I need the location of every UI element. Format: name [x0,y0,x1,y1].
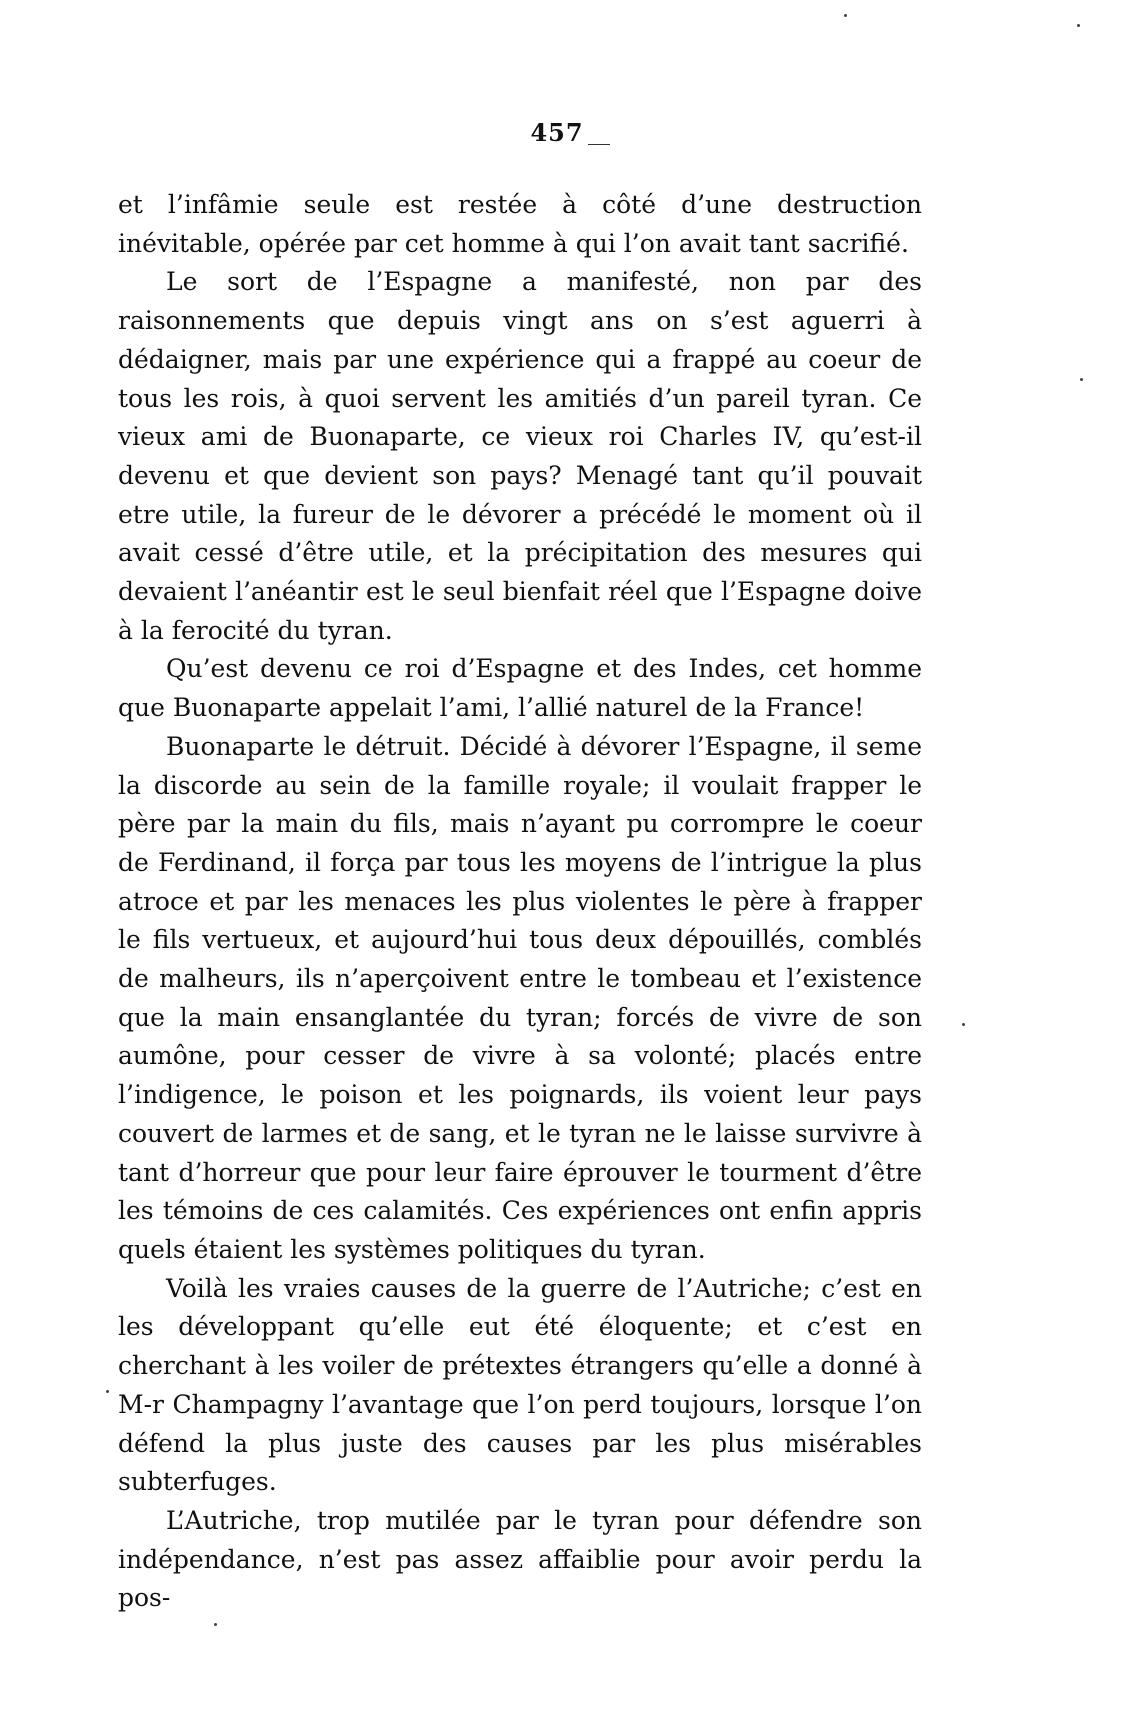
paragraph: Buonaparte le détruit. Décidé à dévorer l’Espagne, il seme la discorde au sein de la famille royale; il voulait frapper le père par la main du fils, mais n’ayant pu corrompre le coeur de Ferdinand, il força par tous les moyens de l’intrigue la plus atroce et par les menaces les plus violentes le père à frapper le fils vertueux, et aujourd’hui tous deux dépouillés, comblés de malheurs, ils n’aperçoivent entre le tombeau et l’existence que la main ensanglantée du tyran; forcés de vivre de son aumône, pour cesser de vivre à sa volonté; placés entre l’indigence, le poison et les poignards, ils voient leur pays couvert de larmes et de sang, et le tyran ne le laisse survivre à tant d’horreur que pour leur faire éprouver le tourment d’être les témoins de ces calamités. Ces expériences ont enfin appris quels étaient les systèmes politiques du tyran. [118,731,922,1264]
scan-speck [1080,378,1083,381]
scan-speck [1077,24,1080,27]
page-number-text: 457 [530,118,584,147]
page-number-rule [588,144,610,145]
body-text [118,186,922,1618]
paragraph: Voilà les vraies causes de la guerre de l’Autriche; c’est en les développant qu’elle eut été éloquente; et c’est en cherchant à les voiler de prétextes étrangers qu’elle a donné à M-r Champagny l’avantage que l’on perd toujours, lorsque l’on défend la plus juste des causes par les plus misérables subterfuges. [118,1273,922,1497]
scan-speck [962,1023,965,1026]
paragraph: Le sort de l’Espagne a manifesté, non par des raisonnements que depuis vingt ans on s’est aguerri à dédaigner, mais par une expérience qui a frappé au coeur de tous les rois, à quoi servent les amitiés d’un pareil tyran. Ce vieux ami de Buonaparte, ce vieux roi Charles IV, qu’est-il devenu et que devient son pays? Menagé tant qu’il pouvait etre utile, la fureur de le dévorer a précédé le moment où il avait cessé d’être utile, et la précipitation des mesures qui devaient l’anéantir est le seul bienfait réel que l’Espagne doive à la ferocité du tyran. [118,267,922,645]
scan-speck [106,1390,109,1393]
paragraph: et l’infâmie seule est restée à côté d’une destruction inévitable, opérée par cet homme à qui l’on avait tant sacrifié. [118,190,922,258]
paragraph: Qu’est devenu ce roi d’Espagne et des Indes, cet homme que Buonaparte appelait l’ami, l’allié naturel de la France! [118,654,922,723]
scan-speck [844,14,847,17]
scan-speck [214,1623,217,1626]
paragraph: L’Autriche, trop mutilée par le tyran pour défendre son indépendance, n’est pas assez affaiblie pour avoir perdu la pos- [118,1505,922,1613]
page-number [0,118,1140,147]
